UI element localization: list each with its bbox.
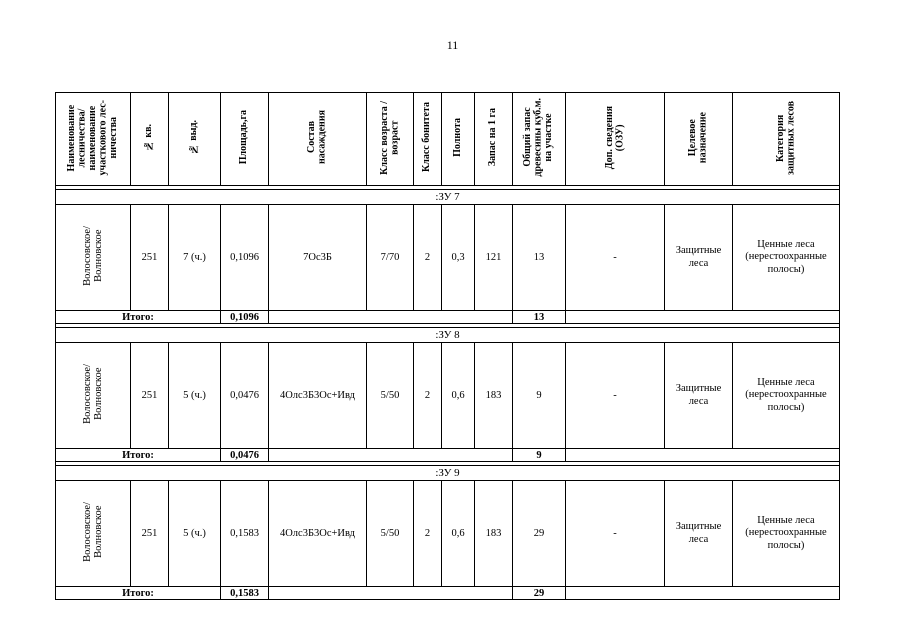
section-title: :ЗУ 7 <box>56 190 840 205</box>
total-row <box>56 587 840 600</box>
cell-purpose: Защитные леса <box>665 343 733 449</box>
cell-bonitet: 2 <box>414 205 442 311</box>
cell-category: Ценные леса (нерестоохранные полосы) <box>733 205 840 311</box>
cell-vyd: 7 (ч.) <box>169 205 221 311</box>
total-stock: 9 <box>513 449 566 462</box>
cell-total-stock: 9 <box>513 343 566 449</box>
cell-extra: - <box>566 205 665 311</box>
cell-area: 0,1096 <box>221 205 269 311</box>
total-empty <box>566 587 840 600</box>
table-row <box>56 481 840 587</box>
total-empty <box>566 311 840 324</box>
header-forestry: Наименование лесничества/ наименование участкового лес- ничества <box>56 93 131 186</box>
total-empty <box>269 587 513 600</box>
table-row <box>56 343 840 449</box>
cell-purpose: Защитные леса <box>665 205 733 311</box>
cell-composition: 4Олс3Б3Ос+Ивд <box>269 343 367 449</box>
total-stock: 29 <box>513 587 566 600</box>
cell-stock-per-ha: 183 <box>475 481 513 587</box>
section-header-zu7 <box>56 190 840 205</box>
cell-density: 0,6 <box>442 343 475 449</box>
cell-kv: 251 <box>131 343 169 449</box>
cell-composition: 4Олс3Б3Ос+Ивд <box>269 481 367 587</box>
total-label: Итого: <box>56 449 221 462</box>
cell-bonitet: 2 <box>414 343 442 449</box>
header-area: Площадь,га <box>221 93 269 186</box>
cell-total-stock: 13 <box>513 205 566 311</box>
table-row <box>56 205 840 311</box>
cell-purpose: Защитные леса <box>665 481 733 587</box>
cell-extra: - <box>566 481 665 587</box>
cell-category: Ценные леса (нерестоохранные полосы) <box>733 481 840 587</box>
total-stock: 13 <box>513 311 566 324</box>
cell-density: 0,3 <box>442 205 475 311</box>
cell-age: 5/50 <box>367 481 414 587</box>
cell-vyd: 5 (ч.) <box>169 481 221 587</box>
header-purpose: Целевое назначение <box>665 93 733 186</box>
header-category: Категория защитных лесов <box>733 93 840 186</box>
cell-kv: 251 <box>131 481 169 587</box>
section-title: :ЗУ 9 <box>56 466 840 481</box>
cell-extra: - <box>566 343 665 449</box>
section-header-zu8 <box>56 328 840 343</box>
cell-total-stock: 29 <box>513 481 566 587</box>
header-kv: № кв. <box>131 93 169 186</box>
section-title: :ЗУ 8 <box>56 328 840 343</box>
header-total-stock: Общий запас древесины куб.м. на участке <box>513 93 566 186</box>
total-area: 0,0476 <box>221 449 269 462</box>
total-label: Итого: <box>56 311 221 324</box>
total-empty <box>269 311 513 324</box>
header-age: Класс возраста / возраст <box>367 93 414 186</box>
total-area: 0,1583 <box>221 587 269 600</box>
cell-forestry: Волосовское/ Волновское <box>56 205 131 311</box>
cell-vyd: 5 (ч.) <box>169 343 221 449</box>
total-label: Итого: <box>56 587 221 600</box>
total-row <box>56 449 840 462</box>
cell-stock-per-ha: 121 <box>475 205 513 311</box>
header-stock-per-ha: Запас на 1 га <box>475 93 513 186</box>
cell-stock-per-ha: 183 <box>475 343 513 449</box>
cell-age: 5/50 <box>367 343 414 449</box>
total-area: 0,1096 <box>221 311 269 324</box>
cell-density: 0,6 <box>442 481 475 587</box>
header-row <box>56 93 840 186</box>
page-number: 11 <box>446 38 459 52</box>
section-header-zu9 <box>56 466 840 481</box>
header-vyd: № выд. <box>169 93 221 186</box>
cell-forestry: Волосовское/ Волновское <box>56 343 131 449</box>
total-empty <box>269 449 513 462</box>
cell-composition: 7Ос3Б <box>269 205 367 311</box>
cell-area: 0,0476 <box>221 343 269 449</box>
total-empty <box>566 449 840 462</box>
header-density: Полнота <box>442 93 475 186</box>
cell-category: Ценные леса (нерестоохранные полосы) <box>733 343 840 449</box>
cell-kv: 251 <box>131 205 169 311</box>
cell-age: 7/70 <box>367 205 414 311</box>
total-row <box>56 311 840 324</box>
cell-bonitet: 2 <box>414 481 442 587</box>
header-extra: Доп. сведения (ОЗУ) <box>566 93 665 186</box>
header-bonitet: Класс бонитета <box>414 93 442 186</box>
cell-forestry: Волосовское/ Волновское <box>56 481 131 587</box>
cell-area: 0,1583 <box>221 481 269 587</box>
forest-plot-table <box>55 92 840 600</box>
header-composition: Состав насаждения <box>269 93 367 186</box>
